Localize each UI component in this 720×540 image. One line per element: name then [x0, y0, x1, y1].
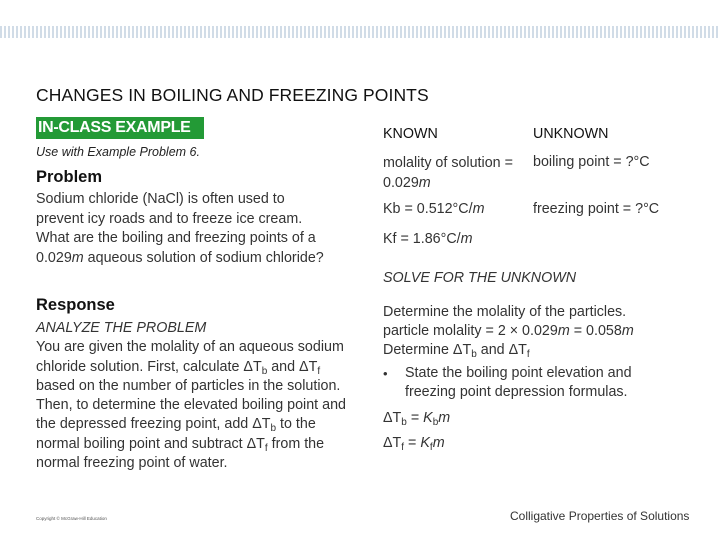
in-class-example-banner: IN-CLASS EXAMPLE [36, 117, 204, 139]
bullet-text: State the boiling point elevation and freezing point depression formulas. [405, 365, 632, 401]
decorative-stripe-band [0, 26, 720, 38]
known-header: KNOWN [383, 126, 438, 142]
bullet-icon: • [383, 366, 388, 381]
solve-text: Determine the molality of the particles. particle molality = 2 × 0.029m = 0.058m Determine $\Delta T_b$ and $\Delta T_f$ [383, 304, 634, 361]
known-molality: molality of solution = 0.029m [383, 155, 513, 191]
freezing-point-equation: $\Delta T_f = K_fm$ [383, 435, 445, 453]
unknown-header: UNKNOWN [533, 126, 609, 142]
use-with-note: Use with Example Problem 6. [36, 145, 200, 159]
analyze-heading: ANALYZE THE PROBLEM [36, 320, 207, 336]
footer-chapter-title: Colligative Properties of Solutions [510, 509, 690, 523]
unknown-freezing-point: freezing point = ?°C [533, 201, 660, 217]
response-heading: Response [36, 296, 115, 314]
known-kf: Kf = 1.86°C/m [383, 231, 473, 247]
unknown-boiling-point: boiling point = ?°C [533, 154, 650, 170]
problem-text: Sodium chloride (NaCl) is often used to prevent icy roads and to freeze ice cream. What are the boiling and freezing points of a 0.029m aqueous solution of sodium chloride? [36, 191, 324, 266]
boiling-point-equation: $\Delta T_b = K_bm$ [383, 410, 451, 428]
page-title: CHANGES IN BOILING AND FREEZING POINTS [36, 85, 429, 105]
problem-heading: Problem [36, 168, 103, 186]
response-text: ANALYZE THE PROBLEM You are given the molality of an aqueous sodium chloride solution. First, calculate $\Delta T_b$ and $\Delta T_f$ based on the number of particles in the solution. Then, to determine the elevated boiling point and the depressed freezing point, add $\Delta T_b$ to the normal boiling point and subtract $\Delta T_f$ from the normal freezing point of water. [36, 320, 346, 472]
solve-heading: SOLVE FOR THE UNKNOWN [383, 270, 577, 286]
copyright-footer: Copyright © McGraw-Hill Education [36, 516, 107, 521]
known-kb: Kb = 0.512°C/m [383, 201, 485, 217]
